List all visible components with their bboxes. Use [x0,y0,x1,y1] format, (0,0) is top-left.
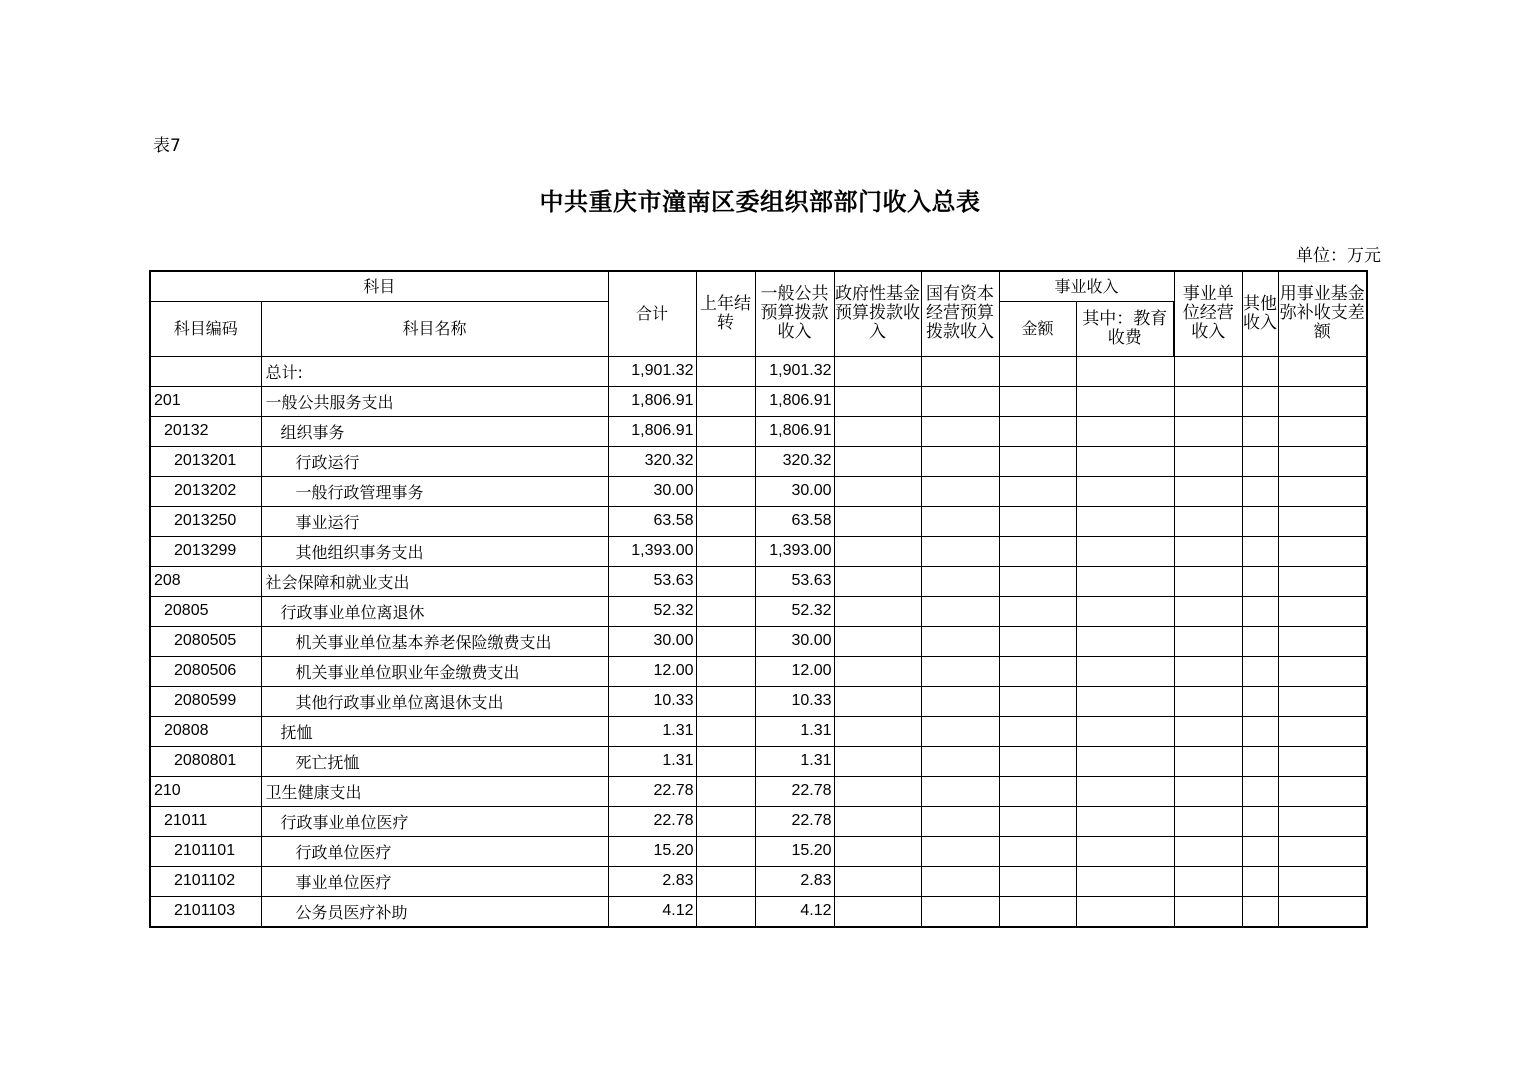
name-cell: 死亡抚恤 [261,746,608,776]
general-budget-cell: 1,901.32 [755,356,834,386]
business-amount-cell [999,356,1076,386]
business-amount-cell [999,446,1076,476]
total-cell: 1.31 [608,746,696,776]
table-row [150,566,1367,596]
total-cell: 1,806.91 [608,416,696,446]
fund-balance-cell [1278,536,1367,566]
other-income-cell [1242,866,1278,896]
table-row [150,866,1367,896]
general-budget-cell: 15.20 [755,836,834,866]
unit-business-cell [1174,866,1242,896]
code-cell: 2101102 [150,866,261,896]
gov-fund-cell [834,896,921,927]
name-cell: 社会保障和就业支出 [261,566,608,596]
edu-fee-cell [1076,506,1174,536]
other-income-cell [1242,416,1278,446]
carryover-cell [696,776,755,806]
carryover-cell [696,626,755,656]
fund-balance-cell [1278,356,1367,386]
total-cell: 10.33 [608,686,696,716]
code-cell: 2080506 [150,656,261,686]
table-row [150,446,1367,476]
other-income-cell [1242,446,1278,476]
business-amount-cell [999,626,1076,656]
fund-balance-cell [1278,476,1367,506]
general-budget-cell: 4.12 [755,896,834,927]
fund-balance-cell [1278,416,1367,446]
business-amount-cell [999,386,1076,416]
unit-business-cell [1174,476,1242,506]
state-capital-cell [921,746,999,776]
general-budget-cell: 1.31 [755,716,834,746]
general-budget-cell: 22.78 [755,776,834,806]
gov-fund-cell [834,476,921,506]
name-cell: 抚恤 [261,716,608,746]
header-unit-business: 事业单位经营收入 [1174,271,1242,356]
header-general-budget: 一般公共预算拨款收入 [755,271,834,356]
general-budget-cell: 22.78 [755,806,834,836]
general-budget-cell: 30.00 [755,626,834,656]
other-income-cell [1242,566,1278,596]
state-capital-cell [921,536,999,566]
gov-fund-cell [834,356,921,386]
business-amount-cell [999,866,1076,896]
carryover-cell [696,386,755,416]
code-cell: 208 [150,566,261,596]
code-cell: 2080599 [150,686,261,716]
code-cell: 2080505 [150,626,261,656]
gov-fund-cell [834,746,921,776]
fund-balance-cell [1278,746,1367,776]
unit-business-cell [1174,836,1242,866]
total-cell: 1,393.00 [608,536,696,566]
table-row [150,626,1367,656]
unit-business-cell [1174,416,1242,446]
unit-business-cell [1174,746,1242,776]
code-cell: 2013201 [150,446,261,476]
name-cell: 卫生健康支出 [261,776,608,806]
table-row [150,356,1367,386]
gov-fund-cell [834,566,921,596]
name-cell: 其他组织事务支出 [261,536,608,566]
business-amount-cell [999,506,1076,536]
total-cell: 320.32 [608,446,696,476]
total-cell: 53.63 [608,566,696,596]
other-income-cell [1242,836,1278,866]
page-title: 中共重庆市潼南区委组织部部门收入总表 [539,188,981,216]
total-cell: 52.32 [608,596,696,626]
state-capital-cell [921,416,999,446]
header-other: 其他收入 [1242,271,1278,356]
edu-fee-cell [1076,596,1174,626]
fund-balance-cell [1278,596,1367,626]
code-cell: 20805 [150,596,261,626]
state-capital-cell [921,476,999,506]
carryover-cell [696,896,755,927]
other-income-cell [1242,746,1278,776]
unit-business-cell [1174,566,1242,596]
table-row [150,386,1367,416]
name-cell: 其他行政事业单位离退休支出 [261,686,608,716]
carryover-cell [696,536,755,566]
table-row [150,596,1367,626]
carryover-cell [696,836,755,866]
header-subject: 科目 [150,271,608,301]
unit-business-cell [1174,656,1242,686]
other-income-cell [1242,776,1278,806]
table-row [150,476,1367,506]
edu-fee-cell [1076,716,1174,746]
state-capital-cell [921,866,999,896]
fund-balance-cell [1278,626,1367,656]
name-cell: 事业单位医疗 [261,866,608,896]
state-capital-cell [921,656,999,686]
header-code: 科目编码 [150,301,261,356]
general-budget-cell: 1,806.91 [755,386,834,416]
unit-business-cell [1174,626,1242,656]
carryover-cell [696,506,755,536]
table-row [150,686,1367,716]
gov-fund-cell [834,416,921,446]
name-cell: 事业运行 [261,506,608,536]
unit-business-cell [1174,686,1242,716]
table-row [150,506,1367,536]
gov-fund-cell [834,446,921,476]
other-income-cell [1242,476,1278,506]
carryover-cell [696,866,755,896]
state-capital-cell [921,356,999,386]
other-income-cell [1242,596,1278,626]
table-row [150,416,1367,446]
edu-fee-cell [1076,416,1174,446]
header-total: 合计 [608,271,696,356]
state-capital-cell [921,596,999,626]
header-carryover: 上年结转 [696,271,755,356]
code-cell: 2013250 [150,506,261,536]
other-income-cell [1242,356,1278,386]
general-budget-cell: 1,806.91 [755,416,834,446]
general-budget-cell: 10.33 [755,686,834,716]
gov-fund-cell [834,716,921,746]
unit-business-cell [1174,896,1242,927]
fund-balance-cell [1278,806,1367,836]
fund-balance-cell [1278,656,1367,686]
edu-fee-cell [1076,866,1174,896]
business-amount-cell [999,686,1076,716]
unit-business-cell [1174,506,1242,536]
name-cell: 行政运行 [261,446,608,476]
fund-balance-cell [1278,446,1367,476]
business-amount-cell [999,716,1076,746]
gov-fund-cell [834,686,921,716]
general-budget-cell: 12.00 [755,656,834,686]
edu-fee-cell [1076,536,1174,566]
other-income-cell [1242,686,1278,716]
table-row [150,896,1367,927]
fund-balance-cell [1278,386,1367,416]
name-cell: 行政单位医疗 [261,836,608,866]
state-capital-cell [921,446,999,476]
fund-balance-cell [1278,566,1367,596]
header-name: 科目名称 [261,301,608,356]
carryover-cell [696,806,755,836]
unit-business-cell [1174,716,1242,746]
table-row [150,806,1367,836]
edu-fee-cell [1076,686,1174,716]
name-cell: 公务员医疗补助 [261,896,608,927]
state-capital-cell [921,386,999,416]
edu-fee-cell [1076,356,1174,386]
edu-fee-cell [1076,626,1174,656]
gov-fund-cell [834,836,921,866]
header-gov-fund: 政府性基金预算拨款收入 [834,271,921,356]
carryover-cell [696,476,755,506]
total-cell: 1,901.32 [608,356,696,386]
code-cell: 2080801 [150,746,261,776]
header-amount: 金额 [999,301,1076,356]
carryover-cell [696,446,755,476]
unit-label: 单位：万元 [1296,246,1381,266]
table-row [150,746,1367,776]
gov-fund-cell [834,386,921,416]
name-cell: 一般公共服务支出 [261,386,608,416]
edu-fee-cell [1076,896,1174,927]
fund-balance-cell [1278,866,1367,896]
edu-fee-cell [1076,836,1174,866]
general-budget-cell: 320.32 [755,446,834,476]
business-amount-cell [999,836,1076,866]
unit-business-cell [1174,356,1242,386]
edu-fee-cell [1076,476,1174,506]
state-capital-cell [921,716,999,746]
edu-fee-cell [1076,746,1174,776]
unit-business-cell [1174,446,1242,476]
other-income-cell [1242,806,1278,836]
total-cell: 1,806.91 [608,386,696,416]
carryover-cell [696,746,755,776]
name-cell: 机关事业单位职业年金缴费支出 [261,656,608,686]
state-capital-cell [921,836,999,866]
state-capital-cell [921,626,999,656]
general-budget-cell: 52.32 [755,596,834,626]
table-row [150,776,1367,806]
code-cell: 20808 [150,716,261,746]
carryover-cell [696,596,755,626]
fund-balance-cell [1278,836,1367,866]
state-capital-cell [921,806,999,836]
state-capital-cell [921,506,999,536]
edu-fee-cell [1076,656,1174,686]
header-edu-fee: 其中：教育收费 [1076,301,1174,356]
total-cell: 2.83 [608,866,696,896]
table-row [150,656,1367,686]
total-cell: 30.00 [608,476,696,506]
other-income-cell [1242,536,1278,566]
other-income-cell [1242,656,1278,686]
business-amount-cell [999,806,1076,836]
total-cell: 1.31 [608,716,696,746]
total-cell: 15.20 [608,836,696,866]
total-cell: 30.00 [608,626,696,656]
carryover-cell [696,656,755,686]
table-row [150,716,1367,746]
business-amount-cell [999,896,1076,927]
carryover-cell [696,716,755,746]
business-amount-cell [999,746,1076,776]
state-capital-cell [921,566,999,596]
general-budget-cell: 30.00 [755,476,834,506]
edu-fee-cell [1076,776,1174,806]
gov-fund-cell [834,626,921,656]
fund-balance-cell [1278,686,1367,716]
total-cell: 12.00 [608,656,696,686]
code-cell: 2101101 [150,836,261,866]
edu-fee-cell [1076,386,1174,416]
other-income-cell [1242,506,1278,536]
edu-fee-cell [1076,446,1174,476]
state-capital-cell [921,896,999,927]
general-budget-cell: 53.63 [755,566,834,596]
gov-fund-cell [834,806,921,836]
other-income-cell [1242,626,1278,656]
gov-fund-cell [834,536,921,566]
name-cell: 行政事业单位离退休 [261,596,608,626]
fund-balance-cell [1278,896,1367,927]
unit-business-cell [1174,806,1242,836]
fund-balance-cell [1278,776,1367,806]
code-cell [150,356,261,386]
code-cell: 210 [150,776,261,806]
business-amount-cell [999,566,1076,596]
name-cell: 总计: [261,356,608,386]
general-budget-cell: 1,393.00 [755,536,834,566]
income-summary-table [149,270,1368,928]
total-cell: 22.78 [608,806,696,836]
header-business-income: 事业收入 [999,271,1174,301]
total-cell: 63.58 [608,506,696,536]
unit-business-cell [1174,596,1242,626]
carryover-cell [696,686,755,716]
name-cell: 机关事业单位基本养老保险缴费支出 [261,626,608,656]
carryover-cell [696,566,755,596]
carryover-cell [696,356,755,386]
table-number: 表7 [153,136,181,156]
business-amount-cell [999,536,1076,566]
state-capital-cell [921,686,999,716]
total-cell: 4.12 [608,896,696,927]
business-amount-cell [999,656,1076,686]
business-amount-cell [999,596,1076,626]
state-capital-cell [921,776,999,806]
other-income-cell [1242,716,1278,746]
table-row [150,536,1367,566]
code-cell: 21011 [150,806,261,836]
code-cell: 2101103 [150,896,261,927]
gov-fund-cell [834,596,921,626]
edu-fee-cell [1076,566,1174,596]
name-cell: 组织事务 [261,416,608,446]
unit-business-cell [1174,386,1242,416]
fund-balance-cell [1278,506,1367,536]
other-income-cell [1242,386,1278,416]
fund-balance-cell [1278,716,1367,746]
business-amount-cell [999,776,1076,806]
code-cell: 2013202 [150,476,261,506]
header-state-capital: 国有资本经营预算拨款收入 [921,271,999,356]
business-amount-cell [999,416,1076,446]
code-cell: 20132 [150,416,261,446]
business-amount-cell [999,476,1076,506]
header-fund-balance: 用事业基金弥补收支差额 [1278,271,1367,356]
name-cell: 一般行政管理事务 [261,476,608,506]
unit-business-cell [1174,536,1242,566]
general-budget-cell: 2.83 [755,866,834,896]
name-cell: 行政事业单位医疗 [261,806,608,836]
gov-fund-cell [834,656,921,686]
gov-fund-cell [834,866,921,896]
table-row [150,836,1367,866]
code-cell: 201 [150,386,261,416]
unit-business-cell [1174,776,1242,806]
gov-fund-cell [834,506,921,536]
total-cell: 22.78 [608,776,696,806]
carryover-cell [696,416,755,446]
gov-fund-cell [834,776,921,806]
other-income-cell [1242,896,1278,927]
general-budget-cell: 63.58 [755,506,834,536]
edu-fee-cell [1076,806,1174,836]
general-budget-cell: 1.31 [755,746,834,776]
code-cell: 2013299 [150,536,261,566]
